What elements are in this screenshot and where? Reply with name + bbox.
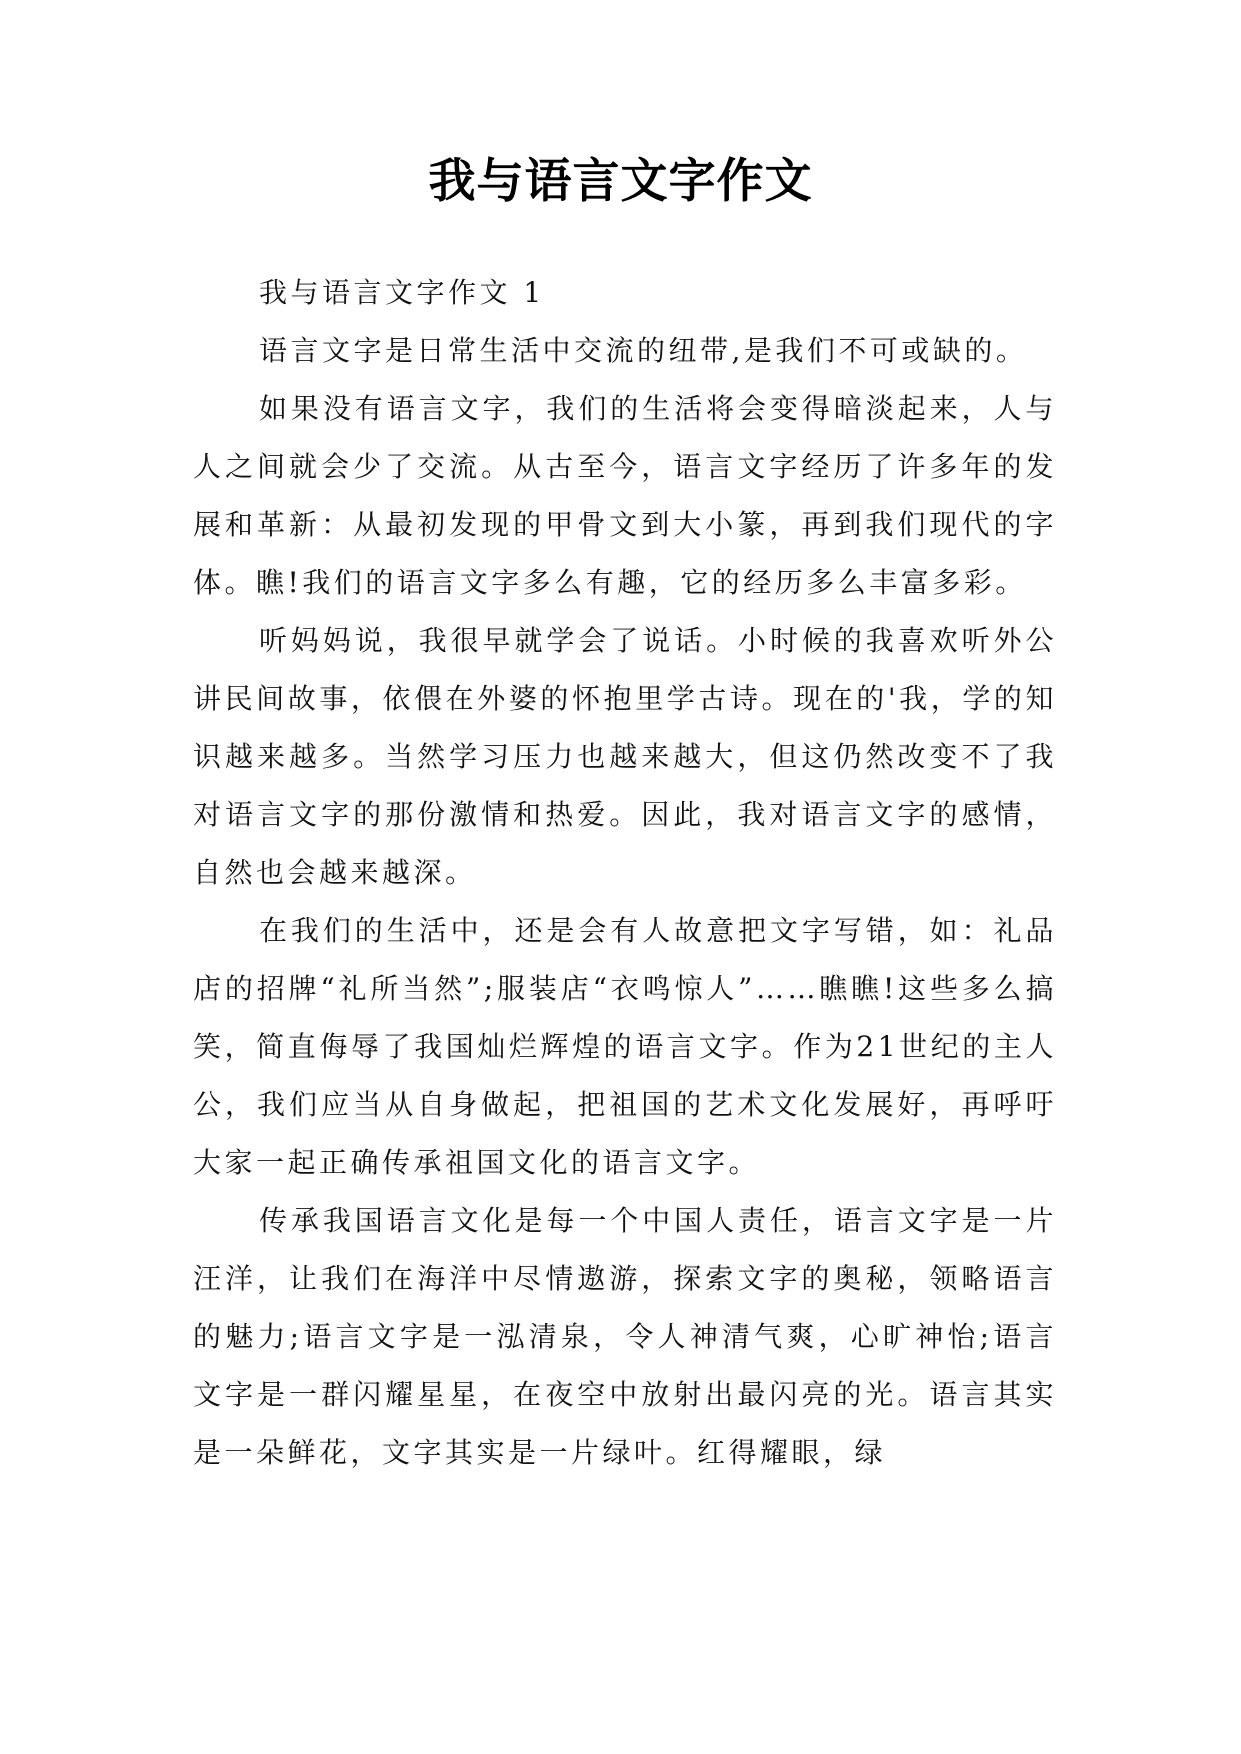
document-title: 我与语言文字作文 bbox=[428, 154, 813, 209]
paragraph: 语言文字是日常生活中交流的纽带,是我们不可或缺的。 bbox=[259, 334, 1028, 367]
paragraph: 在我们的生活中，还是会有人故意把文字写错，如：礼品店的招牌“礼所当然”;服装店“衣鸣惊人”……瞧瞧!这些多么搞笑，简直侮辱了我国灿烂辉煌的语言文字。作为21世纪的主人公，我们应当从自身做起，把祖国的艺术文化发展好，再呼吁大家一起正确传承祖国文化的语言文字。 bbox=[193, 914, 1057, 1179]
paragraph: 传承我国语言文化是每一个中国人责任，语言文字是一片汪洋，让我们在海洋中尽情遨游，探索文字的奥秘，领略语言的魅力;语言文字是一泓清泉，令人神清气爽，心旷神怡;语言文字是一群闪耀星星，在夜空中放射出最闪亮的光。语言其实是一朵鲜花，文字其实是一片绿叶。红得耀眼，绿 bbox=[193, 1204, 1057, 1469]
paragraph-subtitle: 我与语言文字作文 1 bbox=[259, 276, 545, 309]
paragraph: 如果没有语言文字，我们的生活将会变得暗淡起来，人与人之间就会少了交流。从古至今，语言文字经历了许多年的发展和革新：从最初发现的甲骨文到大小篆，再到我们现代的字体。瞧!我们的语言文字多么有趣，它的经历多么丰富多彩。 bbox=[193, 392, 1057, 599]
paragraph: 听妈妈说，我很早就学会了说话。小时候的我喜欢听外公讲民间故事，依偎在外婆的怀抱里学古诗。现在的'我，学的知识越来越多。当然学习压力也越来越大，但这仍然改变不了我对语言文字的那份激情和热爱。因此，我对语言文字的感情，自然也会越来越深。 bbox=[193, 624, 1057, 889]
document-body bbox=[193, 264, 1057, 1482]
